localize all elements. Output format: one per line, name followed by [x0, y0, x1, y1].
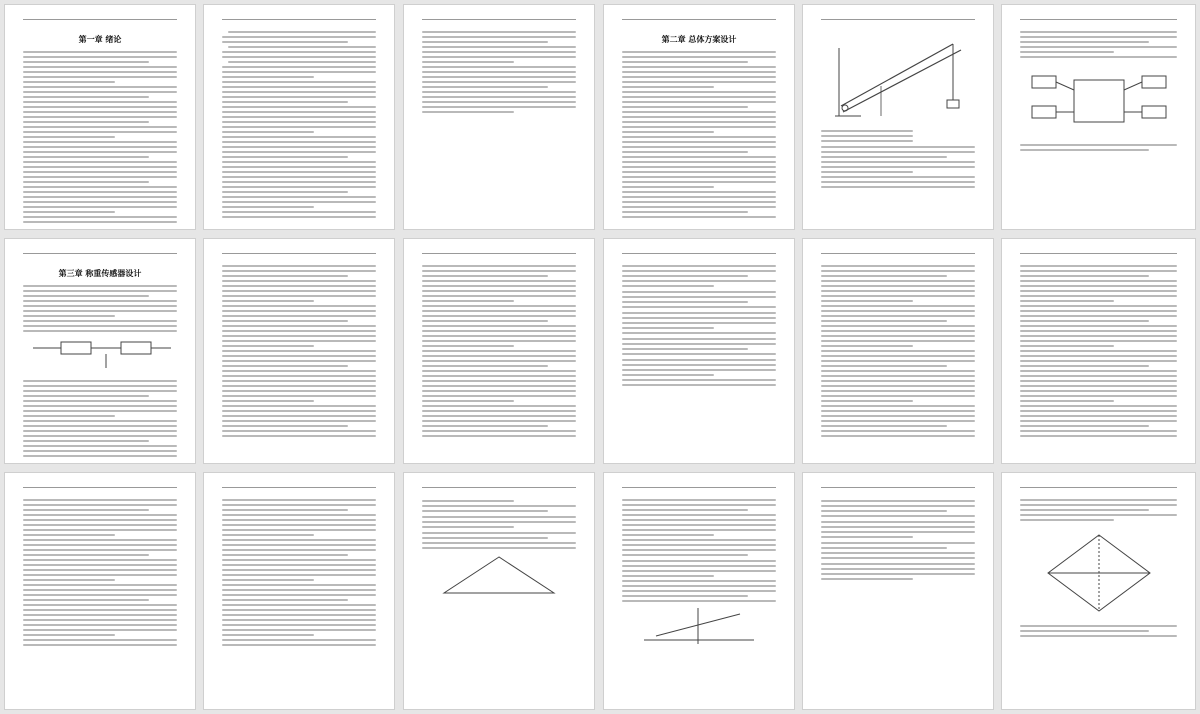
page-thumbnail[interactable] — [603, 4, 795, 230]
page-thumbnail[interactable] — [403, 238, 595, 464]
page-header — [1020, 473, 1177, 488]
flow-diagram — [25, 336, 175, 376]
page-thumbnail[interactable] — [603, 238, 795, 464]
page-thumbnail[interactable] — [4, 4, 196, 230]
page-header — [23, 5, 177, 20]
page-header — [622, 473, 776, 488]
page-header — [821, 239, 975, 254]
page-header — [23, 239, 177, 254]
triangle-diagram — [434, 553, 564, 597]
page-thumbnail[interactable] — [203, 238, 395, 464]
page-thumbnail[interactable] — [802, 238, 994, 464]
coordinate-diagram — [634, 606, 764, 646]
page-header — [422, 5, 576, 20]
page-thumbnail[interactable] — [603, 472, 795, 710]
block-diagram — [1024, 64, 1174, 138]
page-header — [222, 473, 376, 488]
page-thumbnail[interactable] — [4, 238, 196, 464]
page-header — [821, 5, 975, 20]
page-thumbnail[interactable] — [802, 472, 994, 710]
page-header — [1020, 239, 1177, 254]
page-thumbnail[interactable] — [4, 472, 196, 710]
page-header — [821, 473, 975, 488]
page-thumbnail[interactable] — [403, 4, 595, 230]
page-thumbnail[interactable] — [1001, 4, 1196, 230]
page-title: 第三章 称重传感器设计 — [58, 268, 142, 278]
bridge-circuit-diagram — [1024, 529, 1174, 617]
page-thumbnail[interactable] — [403, 472, 595, 710]
page-header — [622, 5, 776, 20]
page-header — [23, 473, 177, 488]
page-thumbnail[interactable] — [203, 4, 395, 230]
page-title: 第二章 总体方案设计 — [661, 34, 737, 44]
page-header — [422, 239, 576, 254]
page-thumbnail[interactable] — [203, 472, 395, 710]
page-header — [1020, 5, 1177, 20]
page-title: 第一章 绪论 — [78, 34, 122, 44]
page-header — [222, 239, 376, 254]
page-thumbnail[interactable] — [1001, 472, 1196, 710]
page-header — [622, 239, 776, 254]
page-thumbnail[interactable] — [802, 4, 994, 230]
mechanical-diagram — [821, 30, 977, 126]
page-header — [222, 5, 376, 20]
page-thumbnail[interactable] — [1001, 238, 1196, 464]
page-header — [422, 473, 576, 488]
